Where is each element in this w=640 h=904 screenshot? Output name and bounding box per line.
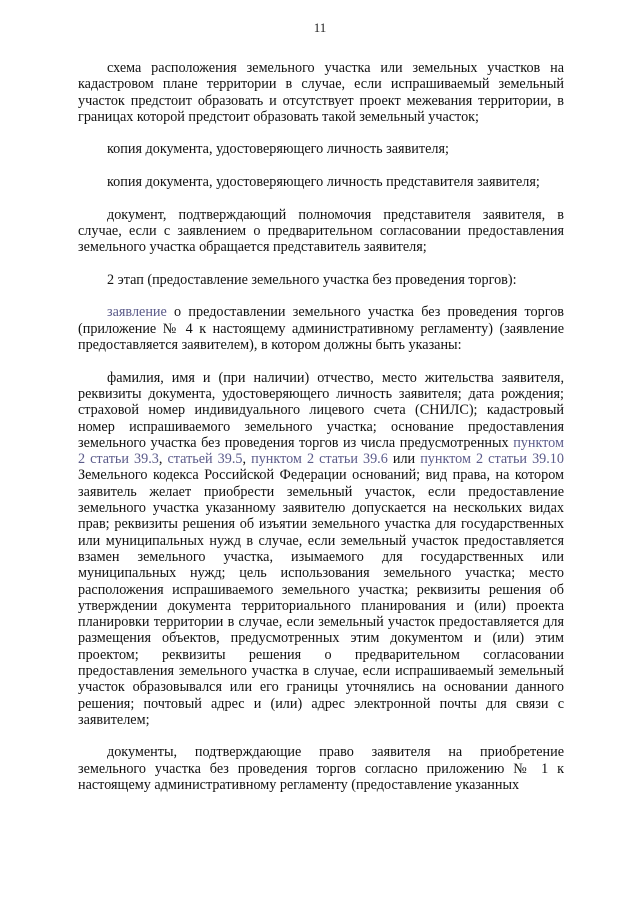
paragraph-text: копия документа, удостоверяющего личность представителя заявителя; (107, 174, 540, 191)
paragraph-text: копия документа, удостоверяющего личность заявителя; (107, 141, 449, 158)
paragraph-text: документ, подтверждающий полномочия представителя заявителя, в случае, если с заявлением о предварительном согласовании предоставления земельного участка обращается представитель заявителя; (78, 206, 564, 256)
paragraph-text: о предоставлении земельного участка без проведения торгов (приложение № 4 к настоящему административному регламенту) (заявление предоставляется заявителем), в котором должны быть указаны: (78, 304, 564, 354)
article-39-5-link[interactable]: статьей 39.5 (167, 451, 243, 468)
paragraph-authority-document (78, 207, 564, 256)
paragraph-stage-2-heading (78, 272, 564, 288)
paragraph-text: схема расположения земельного участка или земельных участков на кадастровом плане территории в случае, если испрашиваемый земельный участок предстоит образовать и отсутствует проект межевания территории, в границах которой предстоит образовать такой земельный участок; (78, 60, 564, 125)
article-39-10-link[interactable]: пунктом 2 статьи 39.10 (420, 451, 564, 468)
paragraph-rights-documents (78, 744, 564, 793)
article-39-6-link[interactable]: пунктом 2 статьи 39.6 (251, 451, 388, 468)
paragraph-text: фамилия, имя и (при наличии) отчество, место жительства заявителя, реквизиты документа, удостоверяющего личность заявителя; дата рождения; страховой номер индивидуального лицевого счета (СНИЛС); кадастровый номер испрашиваемого земельного участка; основание предоставления земельного участка без проведения торгов из числа предусмотренных (78, 369, 564, 451)
paragraph-text: , (158, 451, 168, 468)
paragraph-application (78, 304, 564, 353)
paragraph-scheme (78, 60, 564, 125)
paragraph-text: Земельного кодекса Российской Федерации оснований; вид права, на котором заявитель желает приобрести земельный участок, если предоставление земельного участка указанному заявителю допускается на нескольких видах прав; реквизиты решения об изъятии земельного участка для государственных или муниципальных нужд в случае, если земельный участок предоставляется взамен земельного участка, изымаемого для государственных или муниципальных нужд; цель использования земельного участка; место расположения испрашиваемого земельного участка; реквизиты решения об утверждении документа территориального планирования и (или) проекта планировки территории в случае, если земельный участок предоставляется для размещения объектов, предусмотренных этим документом и (или) этим проектом; реквизиты решения о предварительном согласовании предоставления земельного участка в случае, если испрашиваемый земельный участок образовывался или его границы уточнялись на основании данного решения; почтовый адрес и (или) адрес электронной почты для связи с заявителем; (78, 467, 564, 728)
paragraph-application-details (78, 370, 564, 729)
document-body (78, 60, 564, 793)
paragraph-id-copy (78, 141, 564, 157)
paragraph-text: или (387, 451, 421, 468)
paragraph-text: 2 этап (предоставление земельного участка без проведения торгов): (107, 271, 517, 288)
page-number: 11 (313, 20, 327, 35)
paragraph-text: , (242, 451, 252, 468)
paragraph-text: документы, подтверждающие право заявителя на приобретение земельного участка без проведения торгов согласно приложению № 1 к настоящему административному регламенту (предоставление указанных (78, 744, 564, 794)
paragraph-representative-id-copy (78, 174, 564, 190)
application-link[interactable]: заявление (107, 304, 167, 321)
article-39-3-link[interactable]: пунктом 2 статьи 39.3 (78, 434, 564, 468)
